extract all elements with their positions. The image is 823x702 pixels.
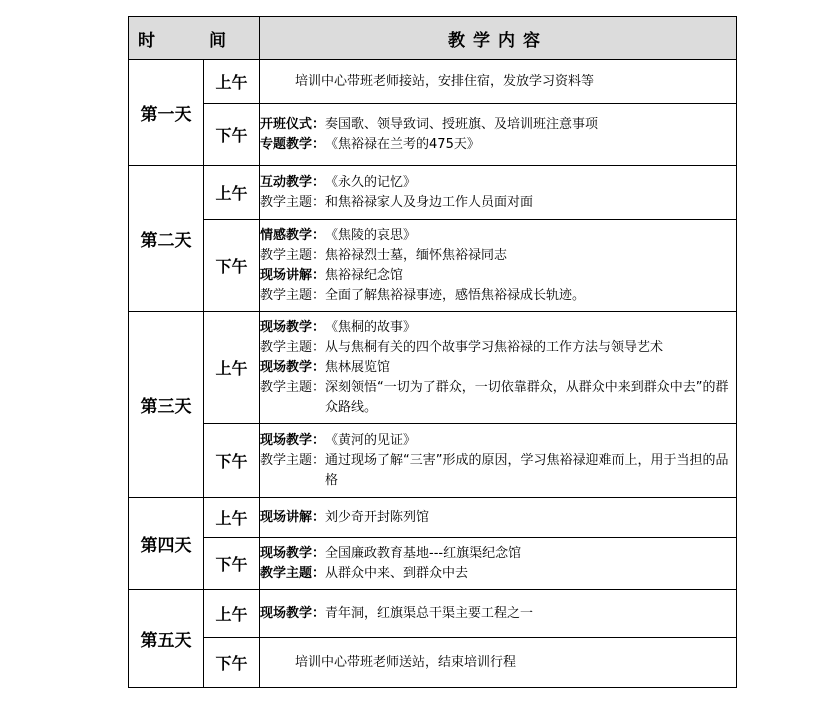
- day-1-am-content: 培训中心带班老师接站，安排住宿，发放学习资料等: [260, 60, 737, 104]
- day-5-pm-label: 下午: [204, 638, 260, 688]
- day-1-pm-label: 下午: [204, 104, 260, 166]
- day-5-label: 第五天: [129, 590, 204, 688]
- day-4-am-content: 现场讲解： 刘少奇开封陈列馆: [260, 498, 737, 538]
- day-4-am-row: [129, 498, 737, 538]
- day-3-am-content: 现场教学： 《焦桐的故事》 教学主题： 从与焦桐有关的四个故事学习焦裕禄的工作方法与领导艺术 现场教学： 焦林展览馆 教学主题： 深刻领悟“一切为了群众，一切依靠群众，从群众中来到群众中去”的群众路线。: [260, 312, 737, 424]
- day-5-am-row: [129, 590, 737, 638]
- day-5-pm-row: [129, 638, 737, 688]
- day-2-am-row: [129, 166, 737, 220]
- day-3-am-row: [129, 312, 737, 424]
- day-1-pm-row: [129, 104, 737, 166]
- day-1-pm-content: 开班仪式： 奏国歌、领导致词、授班旗、及培训班注意事项 专题教学： 《焦裕禄在兰考的475天》: [260, 104, 737, 166]
- day-3-pm-row: [129, 424, 737, 498]
- day-2-label: 第二天: [129, 166, 204, 312]
- day-2-pm-label: 下午: [204, 220, 260, 312]
- day-4-pm-content: 现场教学： 全国廉政教育基地---红旗渠纪念馆 教学主题： 从群众中来、到群众中去: [260, 538, 737, 590]
- header-time: 时 间: [129, 17, 260, 60]
- day-4-pm-row: [129, 538, 737, 590]
- day-1-am-row: [129, 60, 737, 104]
- day-3-label: 第三天: [129, 312, 204, 498]
- day-3-pm-content: 现场教学： 《黄河的见证》 教学主题： 通过现场了解“三害”形成的原因，学习焦裕禄迎难而上，用于当担的品格: [260, 424, 737, 498]
- day-4-label: 第四天: [129, 498, 204, 590]
- day-2-am-label: 上午: [204, 166, 260, 220]
- day-5-am-content: 现场教学： 青年洞，红旗渠总干渠主要工程之一: [260, 590, 737, 638]
- day-4-pm-label: 下午: [204, 538, 260, 590]
- day-5-pm-content: 培训中心带班老师送站，结束培训行程: [260, 638, 737, 688]
- day-2-pm-content: 情感教学： 《焦陵的哀思》 教学主题： 焦裕禄烈士墓，缅怀焦裕禄同志 现场讲解： 焦裕禄纪念馆 教学主题： 全面了解焦裕禄事迹，感悟焦裕禄成长轨迹。: [260, 220, 737, 312]
- day-2-pm-row: [129, 220, 737, 312]
- header-content: 教学内容: [260, 17, 737, 60]
- day-3-am-label: 上午: [204, 312, 260, 424]
- day-2-am-content: 互动教学： 《永久的记忆》 教学主题： 和焦裕禄家人及身边工作人员面对面: [260, 166, 737, 220]
- day-5-am-label: 上午: [204, 590, 260, 638]
- schedule-table: [128, 16, 737, 688]
- day-4-am-label: 上午: [204, 498, 260, 538]
- day-3-pm-label: 下午: [204, 424, 260, 498]
- header-row: [129, 17, 737, 60]
- day-1-label: 第一天: [129, 60, 204, 166]
- day-1-am-label: 上午: [204, 60, 260, 104]
